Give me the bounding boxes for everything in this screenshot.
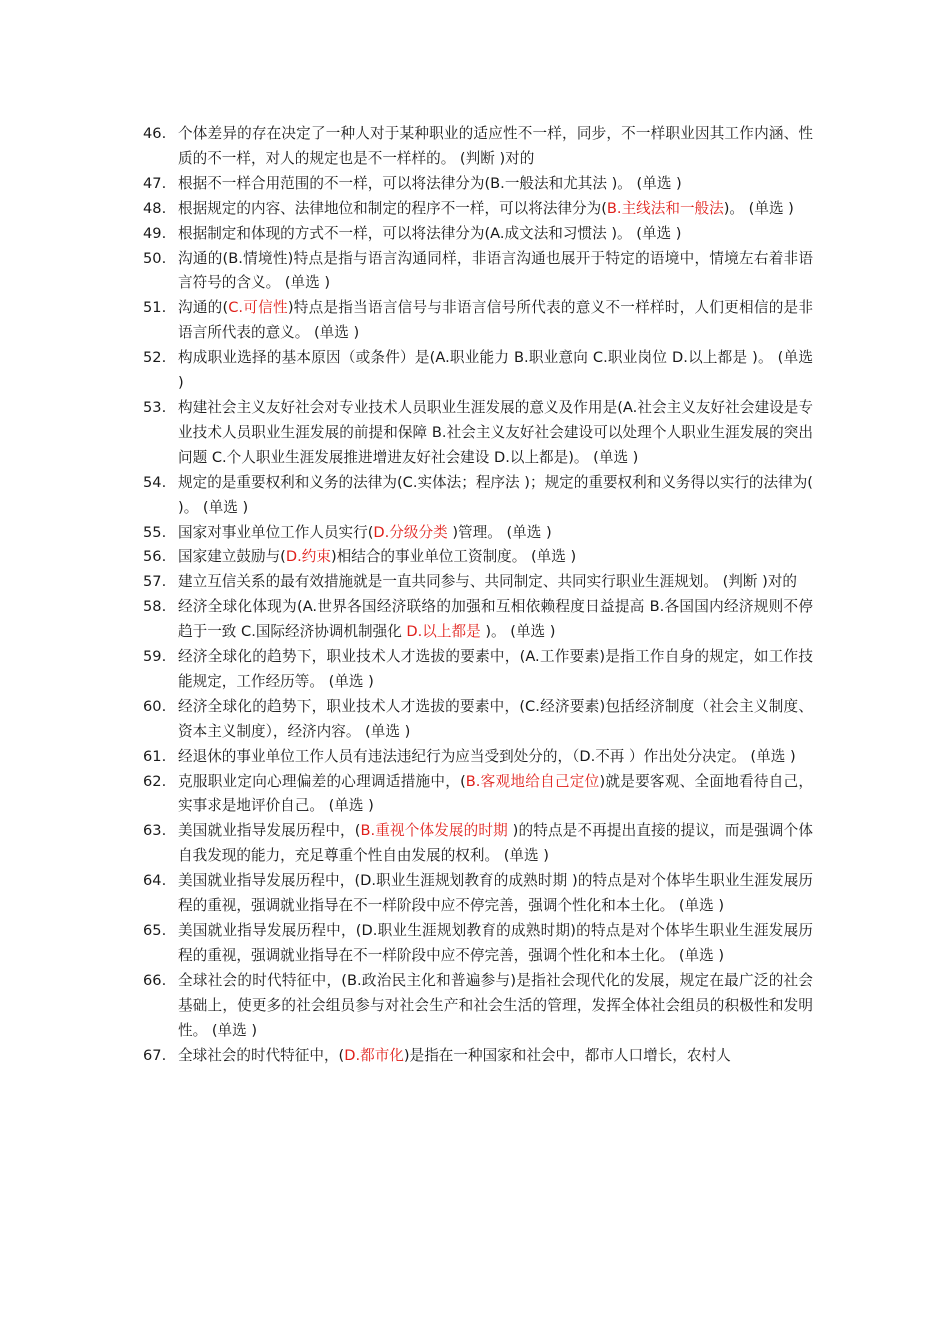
question-number: 58. bbox=[143, 598, 167, 616]
question-number: 48. bbox=[143, 199, 167, 217]
question-number: 47. bbox=[143, 174, 167, 192]
question-text-segment: 全球社会的时代特征中，(B.政治民主化和普遍参与)是指社会现代化的发展，规定在最广泛的社会基础上，使更多的社会组员参与对社会生产和社会生活的管理，发挥全体社会组员的积极性和发明性。 (单选 ) bbox=[178, 971, 813, 1039]
question-text bbox=[178, 521, 813, 546]
question-item bbox=[143, 247, 813, 297]
question-number: 57. bbox=[143, 573, 167, 591]
question-text-segment: 沟通的(B.情境性)特点是指与语言沟通同样，非语言沟通也展开于特定的语境中，情境左右着非语言符号的含义。 (单选 ) bbox=[178, 249, 813, 292]
question-number: 64. bbox=[143, 872, 167, 890]
question-item bbox=[143, 197, 813, 222]
question-item bbox=[143, 122, 813, 172]
question-item bbox=[143, 645, 813, 695]
question-number: 61. bbox=[143, 747, 167, 765]
question-number: 59. bbox=[143, 648, 167, 666]
answer-highlight: B.客观地给自己定位 bbox=[465, 772, 600, 790]
question-text bbox=[178, 595, 813, 645]
question-text-segment: 经退休的事业单位工作人员有违法违纪行为应当受到处分的，（D.不再 ）作出处分决定。 (单选 ) bbox=[178, 747, 796, 765]
question-text-segment: 克服职业定向心理偏差的心理调适措施中，( bbox=[178, 772, 466, 790]
question-text bbox=[178, 570, 813, 595]
question-text-segment: )。 (单选 ) bbox=[480, 623, 556, 641]
question-item bbox=[143, 745, 813, 770]
question-item bbox=[143, 471, 813, 521]
question-text-segment: 经济全球化体现为(A.世界各国经济联络的加强和互相依赖程度日益提高 B.各国国内经济规则不停趋于一致 C.国际经济协调机制强化 bbox=[178, 598, 813, 641]
question-item bbox=[143, 969, 813, 1044]
question-text-segment: )。 (单选 ) bbox=[723, 199, 794, 217]
answer-highlight: D.都市化 bbox=[344, 1046, 404, 1064]
question-number: 67. bbox=[143, 1046, 167, 1064]
question-item bbox=[143, 570, 813, 595]
question-item bbox=[143, 172, 813, 197]
question-text-segment: 构建社会主义友好社会对专业技术人员职业生涯发展的意义及作用是(A.社会主义友好社会建设是专业技术人员职业生涯发展的前提和保障 B.社会主义友好社会建设可以处理个人职业生涯发展的突出问题 C.个人职业生涯发展推进增进友好社会建设 D.以上都是)。 (单选 ) bbox=[178, 398, 813, 466]
question-text-segment: )相结合的事业单位工资制度。 (单选 ) bbox=[330, 548, 577, 566]
question-number: 60. bbox=[143, 697, 167, 715]
question-item bbox=[143, 869, 813, 919]
question-text-segment: )是指在一种国家和社会中，都市人口增长，农村人 bbox=[403, 1046, 731, 1064]
question-text bbox=[178, 545, 813, 570]
question-text-segment: 沟通的( bbox=[178, 299, 229, 317]
question-list bbox=[143, 122, 813, 1068]
question-text-segment: 国家对事业单位工作人员实行( bbox=[178, 523, 374, 541]
question-number: 66. bbox=[143, 971, 167, 989]
question-item bbox=[143, 595, 813, 645]
question-item bbox=[143, 770, 813, 820]
question-text-segment: 根据制定和体现的方式不一样，可以将法律分为(A.成文法和习惯法 )。 (单选 ) bbox=[178, 224, 682, 242]
question-number: 56. bbox=[143, 548, 167, 566]
answer-highlight: B.重视个体发展的时期 bbox=[360, 822, 508, 840]
question-text-segment: 美国就业指导发展历程中，(D.职业生涯规划教育的成熟时期)的特点是对个体毕生职业生涯发展历程的重视，强调就业指导在不一样阶段中应不停完善，强调个性化和本土化。 (单选 ) bbox=[178, 922, 813, 964]
question-item bbox=[143, 296, 813, 346]
question-text bbox=[178, 969, 813, 1044]
question-text-segment: 建立互信关系的最有效措施就是一直共同参与、共同制定、共同实行职业生涯规划。 (判断 )对的 bbox=[178, 573, 798, 591]
question-text bbox=[178, 471, 813, 521]
question-text bbox=[178, 396, 813, 471]
question-text-segment: 国家建立鼓励与( bbox=[178, 548, 286, 566]
answer-highlight: D.约束 bbox=[285, 548, 331, 566]
question-text bbox=[178, 770, 813, 820]
question-text bbox=[178, 1044, 813, 1069]
question-number: 65. bbox=[143, 922, 167, 939]
question-item bbox=[143, 695, 813, 745]
question-text-segment: 美国就业指导发展历程中，(D.职业生涯规划教育的成熟时期 )的特点是对个体毕生职业生涯发展历程的重视，强调就业指导在不一样阶段中应不停完善，强调个性化和本土化。 (单选 ) bbox=[178, 872, 813, 915]
question-text bbox=[178, 745, 813, 770]
question-text bbox=[178, 819, 813, 869]
question-text-segment: )的特点是不再提出直接的提议，而是强调个体自我发现的能力，充足尊重个性自由发展的权利。 (单选 ) bbox=[178, 822, 813, 865]
question-item bbox=[143, 545, 813, 570]
question-number: 51. bbox=[143, 299, 167, 317]
question-text-segment: 经济全球化的趋势下，职业技术人才选拔的要素中，(C.经济要素)包括经济制度（社会主义制度、资本主义制度），经济内容。 (单选 ) bbox=[178, 697, 813, 740]
question-item bbox=[143, 346, 813, 396]
question-text bbox=[178, 172, 813, 197]
question-text-segment: 根据规定的内容、法律地位和制定的程序不一样，可以将法律分为( bbox=[178, 199, 607, 217]
question-text bbox=[178, 869, 813, 919]
question-number: 55. bbox=[143, 523, 167, 541]
answer-highlight: C.可信性 bbox=[228, 299, 288, 317]
question-text-segment: )特点是指当语言信号与非语言信号所代表的意义不一样样时，人们更相信的是非语言所代表的意义。 (单选 ) bbox=[178, 299, 813, 342]
question-text bbox=[178, 919, 813, 969]
question-text-segment: 美国就业指导发展历程中，( bbox=[178, 822, 361, 840]
question-item bbox=[143, 396, 813, 471]
question-item bbox=[143, 919, 813, 969]
question-text-segment: 个体差异的存在决定了一种人对于某种职业的适应性不一样，同步，不一样职业因其工作内涵、性质的不一样，对人的规定也是不一样样的。 (判断 )对的 bbox=[178, 125, 813, 167]
question-number: 52. bbox=[143, 349, 167, 367]
question-number: 63. bbox=[143, 822, 167, 840]
question-item bbox=[143, 819, 813, 869]
question-number: 49. bbox=[143, 224, 167, 242]
question-text-segment: )就是要客观、全面地看待自己，实事求是地评价自己。 (单选 ) bbox=[178, 772, 813, 815]
answer-highlight: B.主线法和一般法 bbox=[606, 199, 724, 217]
question-text bbox=[178, 346, 813, 396]
question-text bbox=[178, 296, 813, 346]
question-item bbox=[143, 1044, 813, 1069]
question-text bbox=[178, 197, 813, 222]
question-number: 62. bbox=[143, 772, 167, 790]
question-text bbox=[178, 247, 813, 297]
answer-highlight: D.分级分类 bbox=[373, 523, 448, 541]
question-text bbox=[178, 695, 813, 745]
question-number: 54. bbox=[143, 473, 167, 491]
question-text-segment: 规定的是重要权利和义务的法律为(C.实体法；程序法 )；规定的重要权利和义务得以实行的法律为( )。 (单选 ) bbox=[178, 473, 813, 516]
question-text bbox=[178, 222, 813, 247]
question-item bbox=[143, 521, 813, 546]
answer-highlight: D.以上都是 bbox=[406, 623, 481, 641]
question-text bbox=[178, 645, 813, 695]
question-text-segment: 经济全球化的趋势下，职业技术人才选拔的要素中，(A.工作要素)是指工作自身的规定，如工作技能规定，工作经历等。 (单选 ) bbox=[178, 648, 813, 690]
question-number: 50. bbox=[143, 249, 167, 267]
question-text bbox=[178, 122, 813, 172]
question-text-segment: 全球社会的时代特征中，( bbox=[178, 1046, 345, 1064]
question-number: 46. bbox=[143, 125, 167, 142]
question-number: 53. bbox=[143, 398, 167, 416]
question-text-segment: 根据不一样合用范围的不一样，可以将法律分为(B.一般法和尤其法 )。 (单选 ) bbox=[178, 174, 682, 192]
question-text-segment: )管理。 (单选 ) bbox=[447, 523, 552, 541]
question-item bbox=[143, 222, 813, 247]
question-text-segment: 构成职业选择的基本原因（或条件）是(A.职业能力 B.职业意向 C.职业岗位 D.以上都是 )。 (单选 ) bbox=[178, 349, 813, 392]
